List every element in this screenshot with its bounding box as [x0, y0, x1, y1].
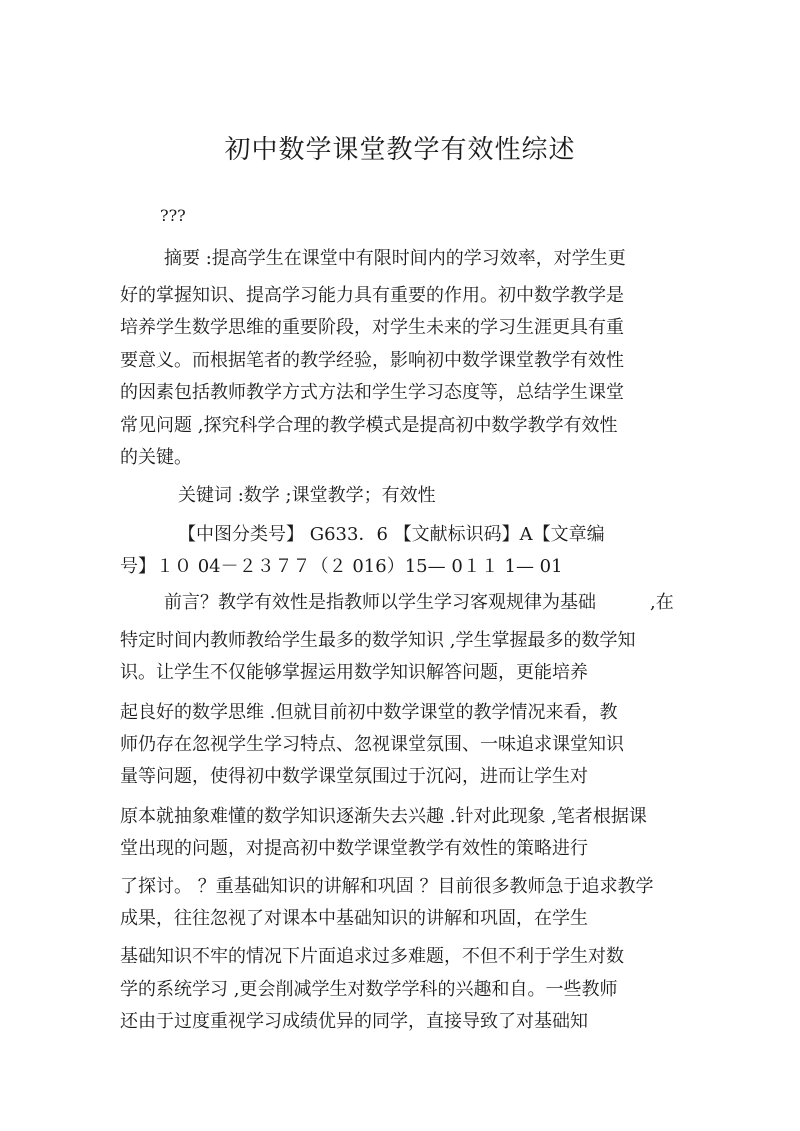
body-line: 堂出现的问题，对提高初中数学课堂教学有效性的策略进行 [120, 838, 588, 859]
body-line: 前言？教学有效性是指教师以学生学习客观规律为基础 [164, 592, 596, 613]
abstract-line: 常见问题 ,探究科学合理的教学模式是提高初中数学教学有效性 [120, 415, 618, 436]
author-name: ??? [160, 206, 186, 225]
document-title: 初中数学课堂教学有效性综述 [224, 135, 576, 165]
body-line: 学的系统学习 ,更会削减学生对数学学科的兴趣和自。一些教师 [120, 979, 618, 1000]
body-line: 识。让学生不仅能够掌握运用数学知识解答问题，更能培养 [120, 662, 588, 683]
abstract-line: 的关键。 [120, 447, 192, 468]
body-line: 还由于过度重视学习成绩优异的同学，直接导致了对基础知 [120, 1011, 588, 1032]
abstract-line: 培养学生数学思维的重要阶段，对学生未来的学习生涯更具有重 [120, 317, 624, 338]
body-line: 基础知识不牢的情况下片面追求过多难题，不但不利于学生对数 [120, 946, 624, 967]
body-line: 起良好的数学思维 .但就目前初中数学课堂的教学情况来看，教 [120, 702, 618, 723]
abstract-line: 好的掌握知识、提高学习能力具有重要的作用。初中数学教学是 [120, 285, 624, 306]
body-line: 成果，往往忽视了对课本中基础知识的讲解和巩固，在学生 [120, 908, 588, 929]
abstract-line: 的因素包括教师教学方式方法和学生学习态度等，总结学生课堂 [120, 382, 624, 403]
classification-line: 号】１０ 04－２３７７（２ 016）15— 0１１ 1— 01 [120, 556, 563, 577]
body-line: ,在 [650, 592, 674, 613]
abstract-line: 摘要 :提高学生在课堂中有限时间内的学习效率，对学生更 [164, 248, 626, 269]
body-line: 了探讨。 ？重基础知识的讲解和巩固 ？目前很多教师急于追求教学 [120, 876, 654, 897]
keywords-line: 关键词 :数学 ;课堂教学；有效性 [178, 485, 436, 506]
body-line: 原本就抽象难懂的数学知识逐渐失去兴趣 .针对此现象 ,笔者根据课 [120, 806, 647, 827]
body-line: 特定时间内教师教给学生最多的数学知识 ,学生掌握最多的数学知 [120, 630, 636, 651]
classification-line: 【中图分类号】 G633．6 【文献标识码】A【文章编 [178, 524, 605, 545]
abstract-line: 要意义。而根据笔者的教学经验，影响初中数学课堂教学有效性 [120, 350, 624, 371]
body-line: 师仍存在忽视学生学习特点、忽视课堂氛围、一味追求课堂知识 [120, 734, 624, 755]
body-line: 量等问题，使得初中数学课堂氛围过于沉闷，进而让学生对 [120, 766, 588, 787]
